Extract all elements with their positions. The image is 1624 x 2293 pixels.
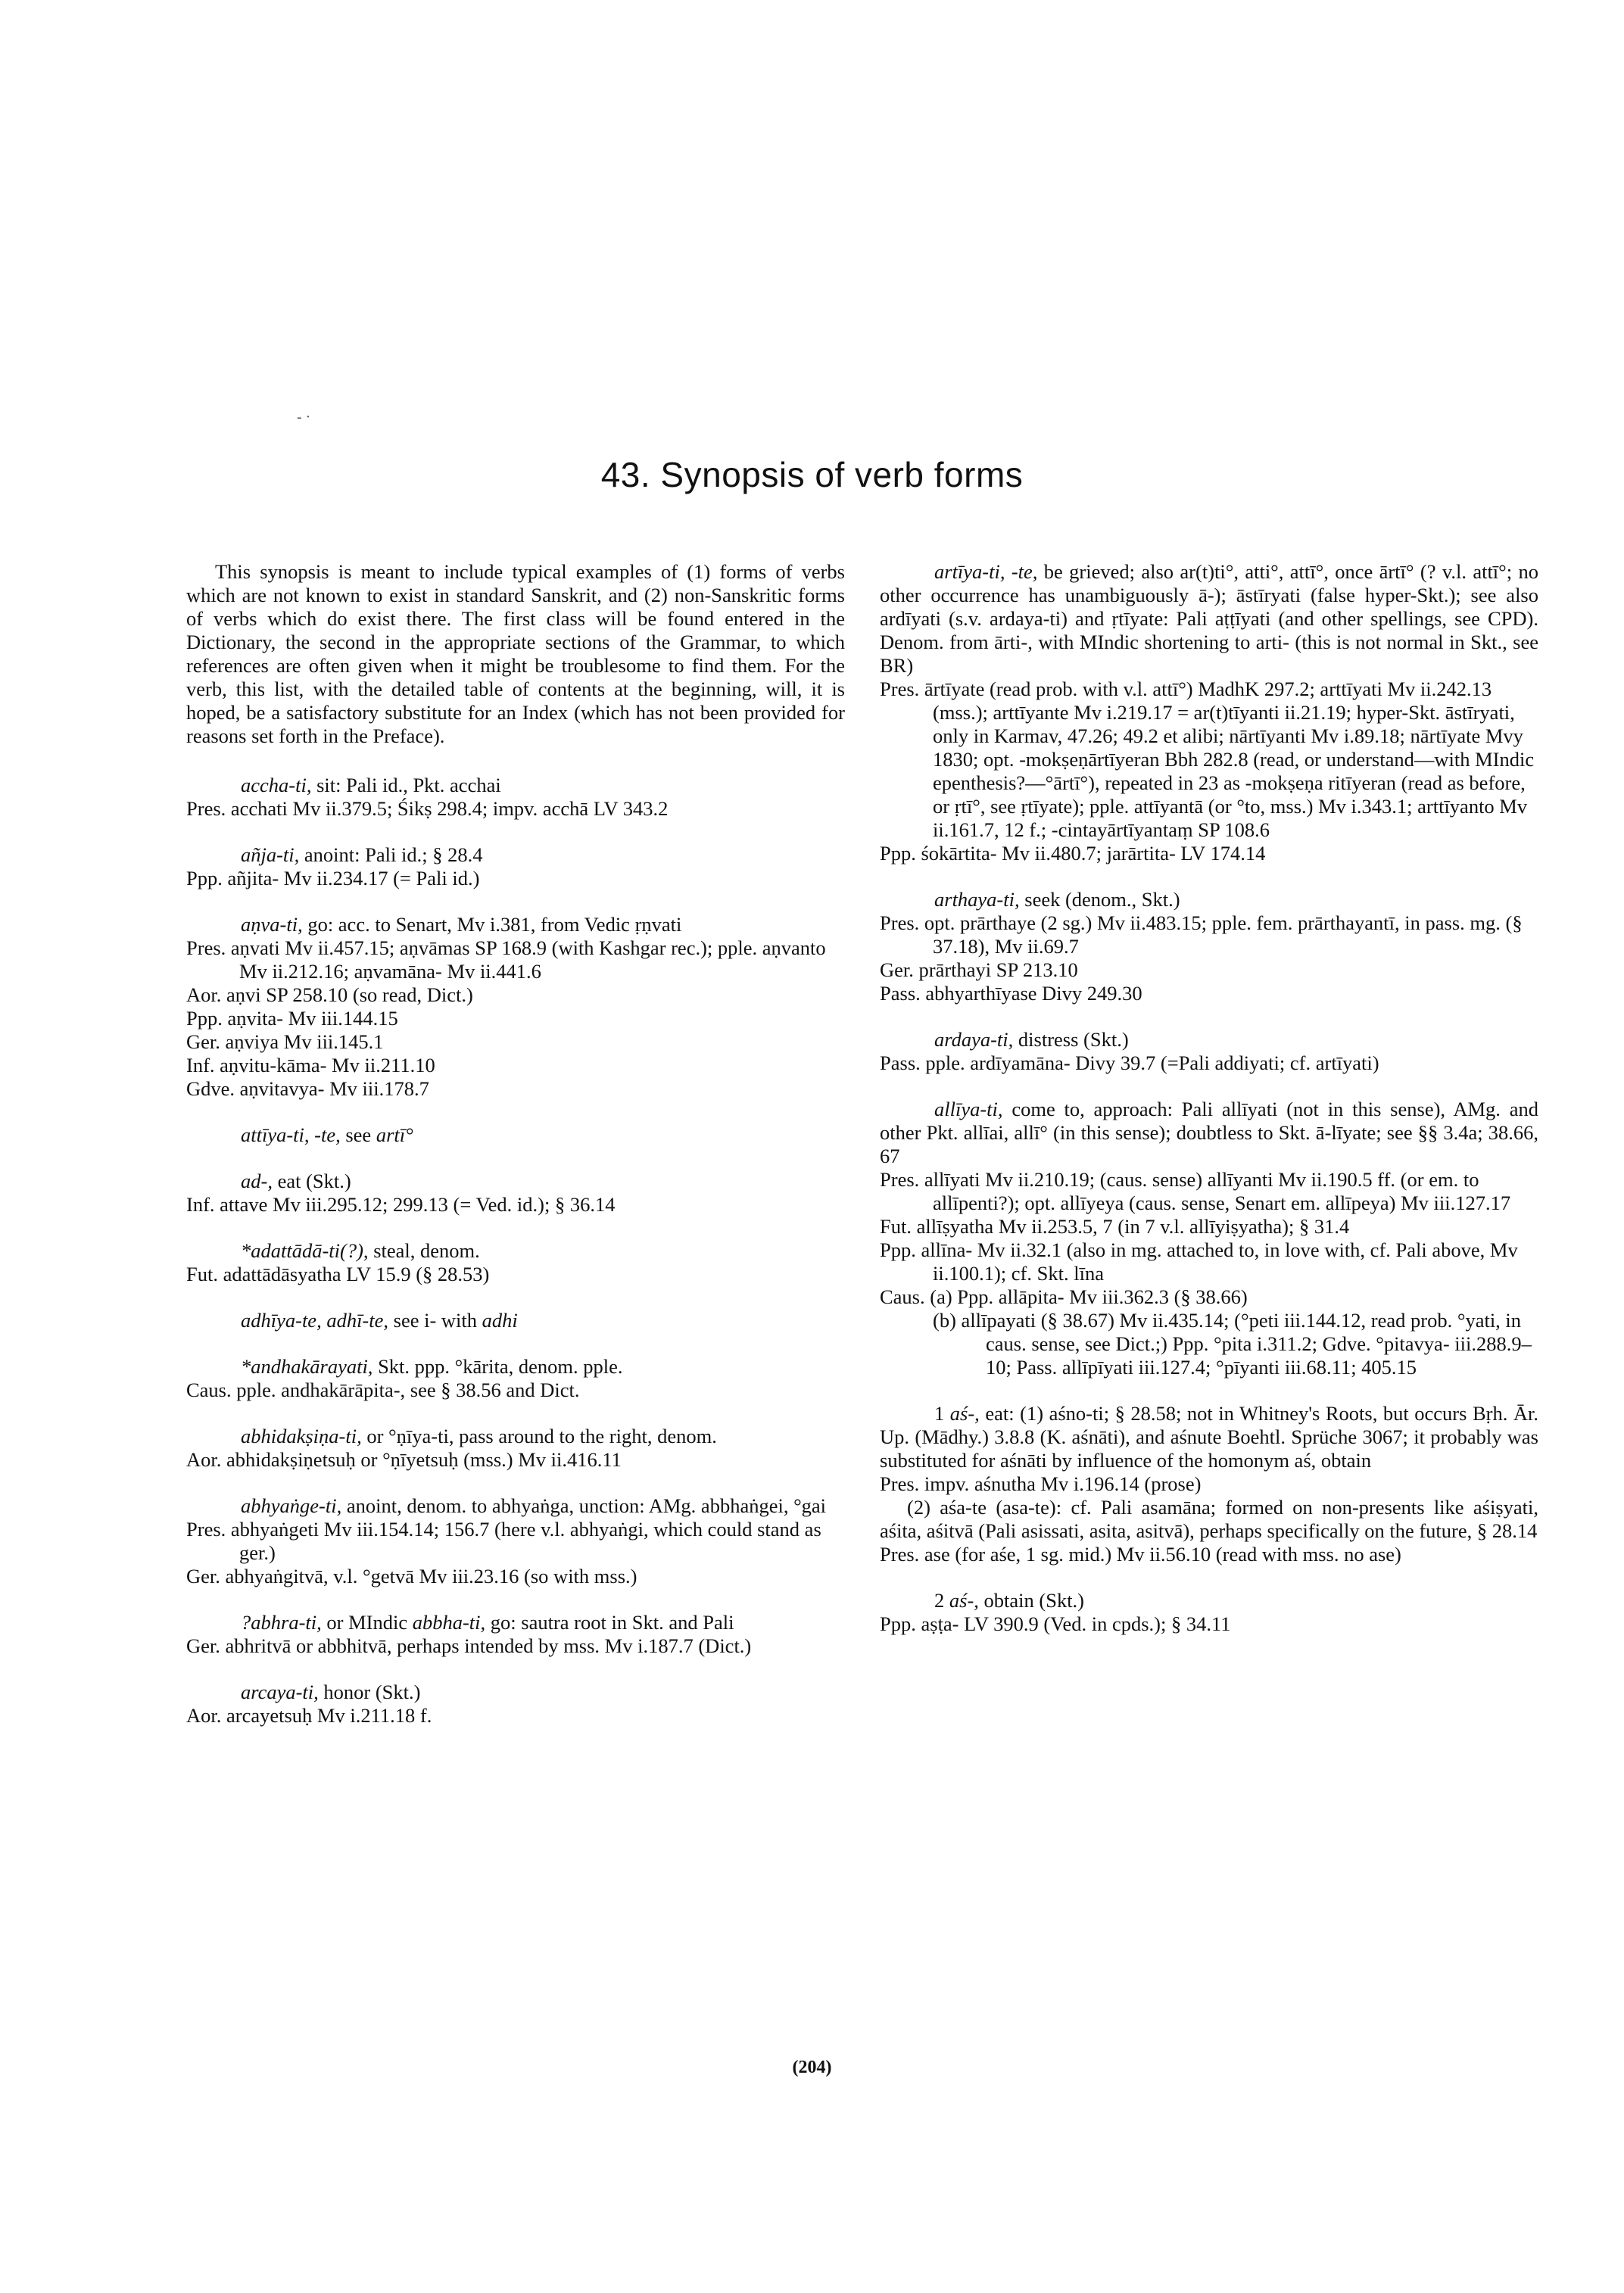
page-title: 43. Synopsis of verb forms	[600, 455, 1024, 494]
entry-abhra-ti	[186, 1611, 845, 1658]
entry-anja-ti	[186, 843, 845, 890]
form-line: Pres. allīyati Mv ii.210.19; (caus. sense) allīyanti Mv ii.190.5 ff. (or em. to allīpenti?); opt. allīyeya (caus. sense, Senart em. allīpeya) Mv iii.127.17	[880, 1168, 1511, 1214]
definition: steal, denom.	[373, 1239, 480, 1262]
definition: go: acc. to Senart, Mv i.381, from Vedic ṛṇvati	[307, 913, 682, 936]
entry-andhakarayati	[186, 1355, 845, 1402]
headword: *adattādā-ti(?),	[241, 1239, 369, 1262]
form-line: Ger. abhyaṅgitvā, v.l. °getvā Mv iii.23.16 (so with mss.)	[186, 1565, 637, 1587]
entry-arthaya-ti	[880, 888, 1538, 1005]
headword: allīya-ti,	[934, 1098, 1003, 1120]
headword: *andhakārayati,	[241, 1355, 373, 1378]
definition: sit: Pali id., Pkt. acchai	[316, 774, 501, 796]
form-line: Aor. arcayetsuḥ Mv i.211.18 f.	[186, 1704, 432, 1727]
form-line: Pass. abhyarthīyase Divy 249.30	[880, 982, 1142, 1005]
entry-as-2	[880, 1589, 1538, 1636]
form-line: Inf. aṇvitu-kāma- Mv ii.211.10	[186, 1054, 435, 1076]
form-line: Ger. aṇviya Mv iii.145.1	[186, 1030, 384, 1053]
definition: anoint: Pali id.; § 28.4	[304, 843, 483, 866]
form-line: Pres. opt. prārthaye (2 sg.) Mv ii.483.15; pple. fem. prārthayantī, in pass. mg. (§ 37.18), Mv ii.69.7	[880, 911, 1523, 958]
definition: or °ṇīya-ti, pass around to the right, denom.	[366, 1425, 717, 1447]
form-line: Gdve. aṇvitavya- Mv iii.178.7	[186, 1077, 429, 1100]
headword: accha-ti,	[241, 774, 312, 796]
definition: anoint, denom. to abhyaṅga, unction: AMg. abbhaṅgei, °gai	[346, 1494, 827, 1517]
entry-adhiya-te	[186, 1309, 845, 1332]
headword: arthaya-ti,	[934, 888, 1020, 911]
form-line: Fut. allīṣyatha Mv ii.253.5, 7 (in 7 v.l. allīyiṣyatha); § 31.4	[880, 1215, 1350, 1238]
definition: come to, approach: Pali allīyati (not in this sense), AMg. and other Pkt. allīai, allī° (in this sense); doubtless to Skt. ā-līyate; see §§ 3.4a; 38.66, 67	[880, 1098, 1538, 1167]
entry-as-1	[880, 1402, 1538, 1566]
cross-reference: artī°	[376, 1123, 413, 1146]
form-line: Ppp. aṇvita- Mv iii.144.15	[186, 1007, 398, 1030]
entry-arcaya-ti	[186, 1681, 845, 1728]
form-line: Fut. adattādāsyatha LV 15.9 (§ 28.53)	[186, 1263, 490, 1285]
homonym-number: 2	[934, 1589, 945, 1612]
headword: artīya-ti, -te,	[934, 560, 1038, 583]
form-line: Ppp. allīna- Mv ii.32.1 (also in mg. attached to, in love with, cf. Pali above, Mv ii.100.1); cf. Skt. līna	[880, 1238, 1518, 1285]
form-line: Pres. aṇvati Mv ii.457.15; aṇvāmas SP 168.9 (with Kashgar rec.); pple. aṇvanto Mv ii.212.16; aṇvamāna- Mv ii.441.6	[186, 936, 826, 983]
form-line: Pres. acchati Mv ii.379.5; Śikṣ 298.4; impv. acchā LV 343.2	[186, 797, 669, 820]
definition: or MIndic	[326, 1611, 408, 1634]
headword: adhīya-te, adhī-te,	[241, 1309, 389, 1332]
definition: eat: (1) aśno-ti; § 28.58; not in Whitney's Roots, but occurs Bṛh. Ār. Up. (Mādhy.) 3.8.8 (K. aśnāti), and aśnute Boehtl. Sprüche 3067; it probably was substituted for aśnāti by influence of the homonym aś, obtain	[880, 1402, 1539, 1472]
form-line: Inf. attave Mv iii.295.12; 299.13 (= Ved. id.); § 36.14	[186, 1193, 616, 1216]
entry-artiya-ti	[880, 560, 1538, 865]
headword: añja-ti,	[241, 843, 300, 866]
form-line: Pres. impv. aśnutha Mv i.196.14 (prose)	[880, 1472, 1202, 1495]
headword: ad-,	[241, 1170, 273, 1192]
headword: arcaya-ti,	[241, 1681, 319, 1703]
entry-anva-ti	[186, 913, 845, 1101]
definition: Skt. ppp. °kārita, denom. pple.	[378, 1355, 623, 1378]
form-line: Aor. aṇvi SP 258.10 (so read, Dict.)	[186, 983, 473, 1006]
cross-reference: adhi	[482, 1309, 518, 1332]
form-line: Ger. prārthayi SP 213.10	[880, 958, 1078, 981]
form-line: Ppp. añjita- Mv ii.234.17 (= Pali id.)	[186, 867, 480, 889]
homonym-number: 1	[934, 1402, 945, 1425]
form-line: Pass. pple. ardīyamāna- Divy 39.7 (=Pali addiyati; cf. artīyati)	[880, 1051, 1379, 1074]
headword: aṇva-ti,	[241, 913, 303, 936]
left-column	[186, 560, 845, 1750]
entry-abhyange-ti	[186, 1494, 845, 1588]
form-line: Caus. pple. andhakārāpita-, see § 38.56 and Dict.	[186, 1379, 580, 1401]
form-line: Aor. abhidakṣiṇetsuḥ or °ṇīyetsuḥ (mss.) Mv ii.416.11	[186, 1448, 622, 1471]
definition: eat (Skt.)	[277, 1170, 351, 1192]
intro-paragraph: This synopsis is meant to include typical examples of (1) forms of verbs which are not known to exist in standard Sanskrit, and (2) non-Sanskritic forms of verbs which do exist there. The first class will be found entered in the Dictionary, the second in the appropriate sections of the Grammar, to which references are often given when it might be troublesome to find them. For the verb, this list, with the detailed table of contents at the beginning, will, it is hoped, be a satisfactory substitute for an Index (which has not been provided for reasons set forth in the Preface).	[186, 560, 845, 747]
headword: ardaya-ti,	[934, 1028, 1014, 1051]
form-line: Ppp. aṣṭa- LV 390.9 (Ved. in cpds.); § 34.11	[880, 1612, 1231, 1635]
definition: be grieved; also ar(t)ti°, atti°, attī°, once ārtī° (? v.l. attī°; no other occurrence has unambiguously ā-); āstīryati (false hyper-Skt.); see also ardīyati (s.v. ardaya-ti) and ṛtīyate: Pali aṭṭīyati (and other spellings, see CPD). Denom. from ārti-, with MIndic shortening to arti- (this is not normal in Skt., see BR)	[880, 560, 1539, 677]
definition-alt: go: sautra root in Skt. and Pali	[490, 1611, 734, 1634]
entry-ad	[186, 1170, 845, 1217]
entry-alliya-ti	[880, 1098, 1538, 1379]
entry-accha-ti	[186, 774, 845, 821]
entry-abhidaksina-ti	[186, 1425, 845, 1472]
entry-ardaya-ti	[880, 1028, 1538, 1075]
definition: honor (Skt.)	[323, 1681, 421, 1703]
definition: see	[345, 1123, 372, 1146]
form-line: Caus. (a) Ppp. allāpita- Mv iii.362.3 (§ 38.66)	[880, 1285, 1248, 1308]
form-line: (b) allīpayati (§ 38.67) Mv ii.435.14; (°peti iii.144.12, read prob. °yati, in caus. sense, see Dict.;) Ppp. °pita i.311.2; Gdve. °pitavya- iii.288.9–10; Pass. allīpīyati iii.127.4; °pīyanti iii.68.11; 405.15	[933, 1309, 1532, 1379]
form-line: Ppp. śokārtita- Mv ii.480.7; jarārtita- LV 174.14	[880, 842, 1266, 865]
right-column	[880, 560, 1538, 1659]
form-line: (2) aśa-te (asa-te): cf. Pali asamāna; formed on non-presents like aśiṣyati, aśita, aśitvā (Pali asissati, asita, asitvā), perhaps specifically on the future, § 28.14	[880, 1496, 1538, 1542]
form-line: Pres. ārtīyate (read prob. with v.l. attī°) MadhK 297.2; arttīyati Mv ii.242.13 (mss.); arttīyante Mv i.219.17 = ar(t)tīyanti ii.21.19; hyper-Skt. āstīryati, only in Karmav, 47.26; 49.2 et alibi; nārtīyanti Mv i.89.18; nārtīyate Mvy 1830; opt. -mokṣeṇārtīyeran Bbh 282.8 (read, or understand—with MIndic epenthesis?—°ārtī°), repeated in 23 as -mokṣeṇa ritīyeran (read as before, or ṛtī°, see ṛtīyate); pple. attīyantā (or °to, mss.) Mv i.343.1; arttīyanto Mv ii.161.7, 12 f.; -cintayārtīyantaṃ SP 108.6	[880, 678, 1535, 841]
form-line: Ger. abhritvā or abbhitvā, perhaps intended by mss. Mv i.187.7 (Dict.)	[186, 1634, 752, 1657]
stray-mark-top: - ·	[297, 409, 311, 425]
definition: distress (Skt.)	[1018, 1028, 1129, 1051]
headword: ?abhra-ti,	[241, 1611, 322, 1634]
entry-attiya-ti	[186, 1123, 845, 1147]
headword-alt: abbha-ti,	[412, 1611, 486, 1634]
definition: seek (denom., Skt.)	[1024, 888, 1180, 911]
entry-adattada-ti	[186, 1239, 845, 1286]
page-number: (204)	[792, 2058, 832, 2077]
headword: abhidakṣiṇa-ti,	[241, 1425, 362, 1447]
headword: attīya-ti, -te,	[241, 1123, 341, 1146]
headword: abhyaṅge-ti,	[241, 1494, 342, 1517]
definition: see i- with	[393, 1309, 478, 1332]
definition: obtain (Skt.)	[983, 1589, 1085, 1612]
form-line: Pres. ase (for aśe, 1 sg. mid.) Mv ii.56.10 (read with mss. no ase)	[880, 1543, 1401, 1566]
headword: aś-,	[949, 1402, 980, 1425]
headword: aś-,	[949, 1589, 979, 1612]
form-line: Pres. abhyaṅgeti Mv iii.154.14; 156.7 (here v.l. abhyaṅgi, which could stand as ger.)	[186, 1518, 821, 1564]
